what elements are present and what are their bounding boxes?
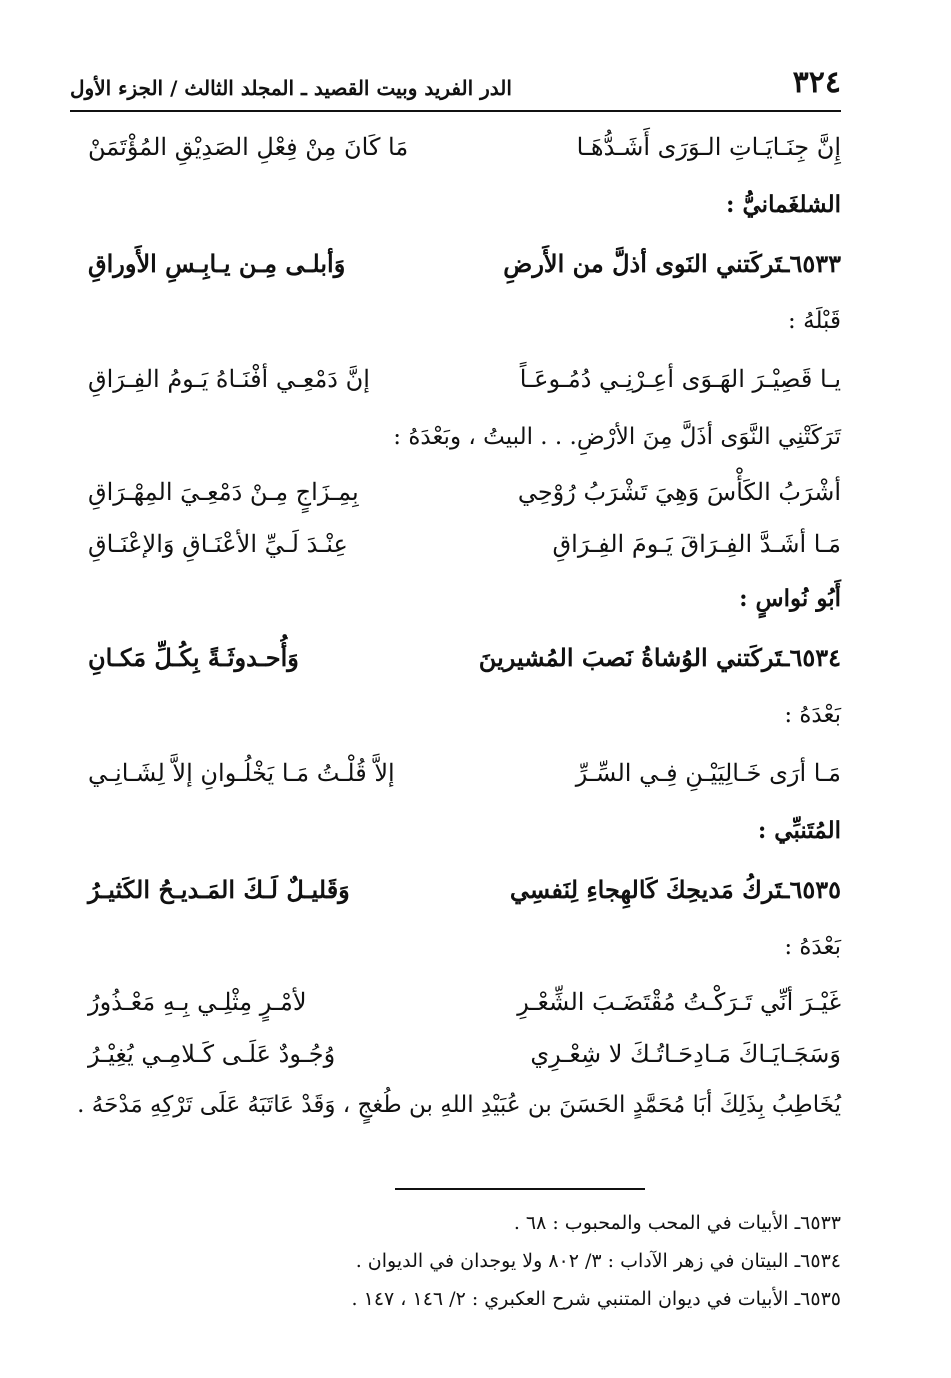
verse-hemistich-2: بِمِـزَاجٍ مِـنْ دَمْعِـيَ المِهْـرَاقِ	[88, 478, 359, 506]
verse-hemistich-1: أشْرَبُ الكَأْسَ وَهِيَ تَشْرَبُ رُوْحِي	[517, 478, 841, 506]
verse-hemistich-2: إلاَّ قُلْـتُ مَـا يَخْلُـوانِ إلاَّ لِشَـانِـي	[88, 759, 395, 787]
verse-hemistich-1: غَيْـرَ أنِّي تَـرَكْـتُ مُقْتَضَـبَ الشِّعْـرِ	[517, 988, 841, 1016]
entry-number: ٦٥٣٤ـ	[782, 642, 841, 672]
verse-hemistich-1: إِنَّ جِنَـايَـاتِ الـوَرَى أَشَـدُّهَـا	[576, 133, 841, 161]
header-rule	[70, 110, 841, 112]
verse-hemistich-2: وَأبلـى مِـن يـابِـسِ الأَوراقِ	[88, 248, 346, 278]
verse-hemistich-2: وَأُحـدوثَـةً بِكُـلِّ مَكـانِ	[88, 642, 299, 672]
section-label: قَبْلَهُ :	[788, 308, 841, 334]
entry-number: ٦٥٣٣ـ	[782, 248, 841, 278]
page-number: ٣٢٤	[792, 65, 841, 100]
entry-6535	[88, 860, 841, 918]
verse-hemistich-1: تَركُ مَديحِكَ كَالهِجاءِ لِنَفسِي	[509, 874, 783, 904]
verse-hemistich-1: تَركَتني الوُشاةُ نَصبَ المُشيرينَ	[478, 642, 783, 672]
verse-hemistich-2: لأمْـرٍ مِثْلِـي بِـهِ مَعْـذُورُ	[88, 988, 307, 1016]
verse-after-6533-2	[88, 518, 841, 570]
verse-before-6533	[88, 350, 841, 408]
verse-after-6535-1	[88, 976, 841, 1028]
footnote-rule	[395, 1188, 645, 1190]
footnote: ٦٥٣٣ـ الأبيات في المحب والمحبوب : ٦٨ .	[513, 1212, 841, 1234]
section-label: بَعْدَهُ :	[784, 934, 841, 960]
entry-6534	[88, 628, 841, 686]
verse-hemistich-1: يـا قَصِيْـرَ الهَـوَى أعِـرْنِـي دُمُـوعَـاً	[519, 365, 841, 393]
footnote: ٦٥٣٥ـ الأبيات في ديوان المتنبي شرح العكبري : ٢/ ١٤٦ ، ١٤٧ .	[351, 1288, 841, 1310]
verse-hemistich-1: وَسَجَـايَـاكَ مَـادِحَـاتُـكَ لا شِعْـرِي	[530, 1040, 841, 1068]
entry-6533	[88, 234, 841, 292]
page-header	[70, 52, 841, 100]
page-body	[77, 118, 841, 1130]
verse-after-6533-1	[88, 466, 841, 518]
verse-after-6535-2	[88, 1028, 841, 1080]
poet-label: أَبُو نُواسٍ :	[739, 585, 841, 612]
verse-hemistich-2: وَقَليـلٌ لَـكَ المَـديـحُ الكَثيـرُ	[88, 874, 350, 904]
verse-hemistich-1: مَـا أشَـدَّ الفِـرَاقَ يَـومَ الفِـرَاقِ	[552, 530, 841, 558]
footnote: ٦٥٣٤ـ البيتان في زهر الآداب : ٣/ ٨٠٢ ولا يوجدان في الديوان .	[355, 1250, 841, 1272]
running-title: الدر الفريد وبيت القصيد ـ المجلد الثالث / الجزء الأول	[70, 76, 512, 100]
section-label: بَعْدَهُ :	[784, 702, 841, 728]
verse-hemistich-2: عِنْـدَ لَـيِّ الأعْنَـاقِ وَالإعْنَـاقِ	[88, 530, 348, 558]
footnotes	[120, 1204, 841, 1318]
poet-label: المُتَنبِّي :	[757, 817, 841, 844]
reference-line: تَرَكَتْنِي النَّوَى أذَلَّ مِنَ الأرْضِ. . . البيتُ ، وبَعْدَهُ :	[393, 424, 841, 450]
verse-hemistich-1: تَركَتني النَوى أذلَّ من الأَرضِ	[503, 248, 783, 278]
verse-hemistich-2: وُجُـودٌ عَلَـى كَـلامِـي يُغِيْـرُ	[88, 1040, 336, 1068]
verse-hemistich-2: مَا كَانَ مِنْ فِعْلِ الصَدِيْقِ المُؤْتَمَنْ	[88, 133, 409, 161]
verse-after-6534	[88, 744, 841, 802]
verse-previous	[88, 118, 841, 176]
verse-hemistich-1: مَـا أرَى خَـالِيَيْـنِ فِـي السِّـرِّ	[575, 759, 841, 787]
poet-label: الشلغَمانيُّ :	[726, 191, 841, 218]
entry-number: ٦٥٣٥ـ	[782, 874, 841, 904]
verse-hemistich-2: إنَّ دَمْعِـي أفْنَـاهُ يَـومُ الفِـرَاقِ	[88, 365, 370, 393]
commentary-paragraph: يُخَاطِبُ بِذَلِكَ أبَا مُحَمَّدٍ الحَسَنَ بن عُبَيْدِ اللهِ بن طُغجٍ ، وَقَدْ عَاتَبَهُ عَلَى تَرْكِهِ مَدْحَهُ .	[77, 1092, 841, 1118]
